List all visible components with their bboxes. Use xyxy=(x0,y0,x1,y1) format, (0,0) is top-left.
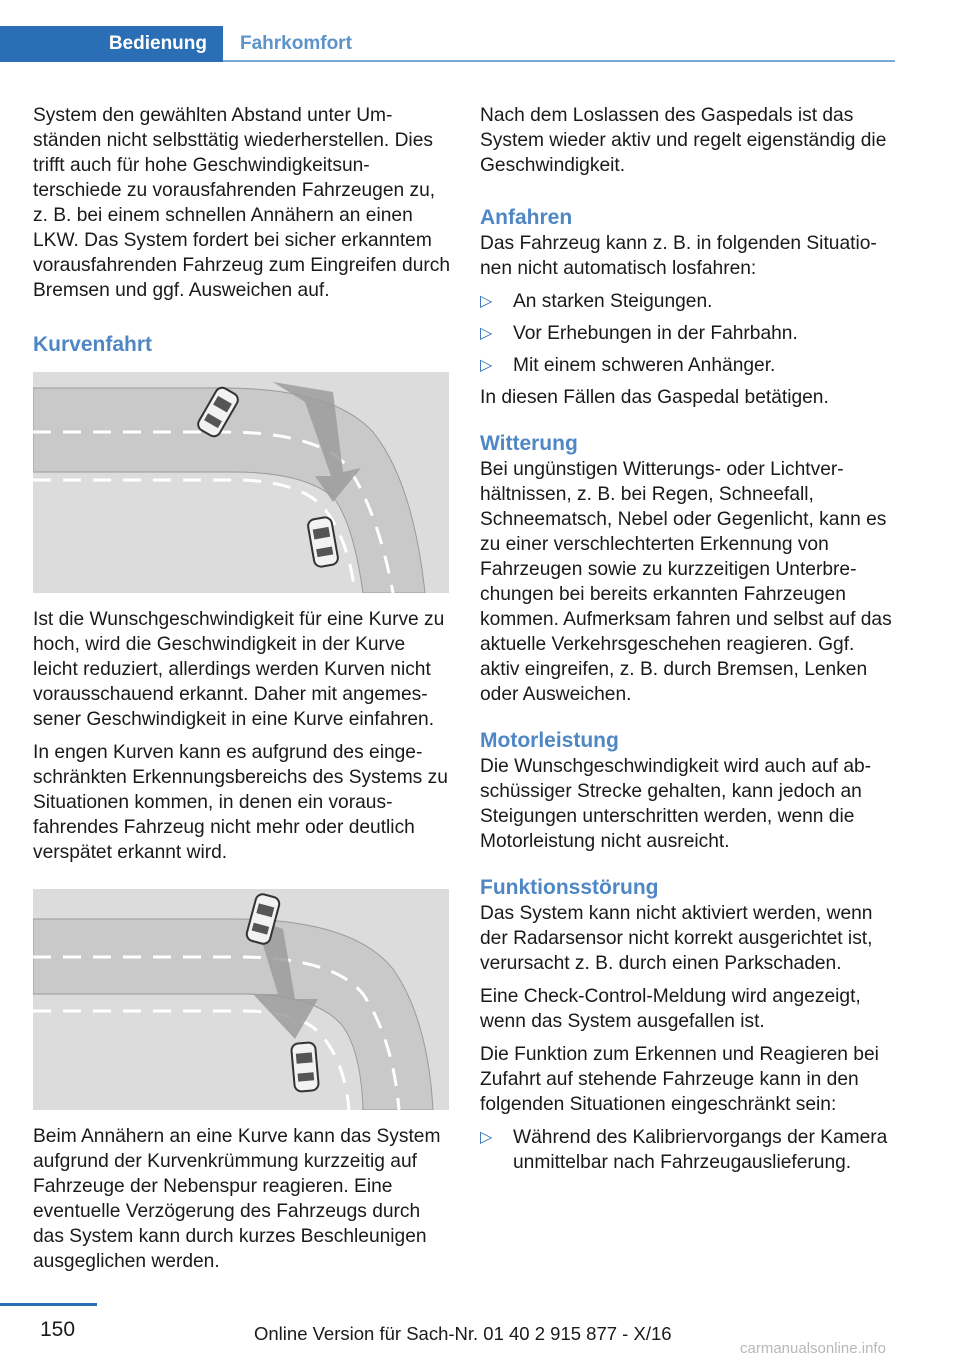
footer-line xyxy=(0,1303,97,1306)
paragraph: Bei ungünstigen Witterungs- oder Lichtverhältnissen, z. B. bei Regen, Schneefall, Schneematsch, Nebel oder Gegenlicht, kann es zu einer verschlechterten Erkennung von Fahrzeugen sowie zu kurzzeitigen Unterbrechungen bei bereits erkannten Fahrzeugen kommen. Aufmerksam fahren und selbst auf das aktuelle Verkehrsgeschehen reagieren. Ggf. aktiv eingreifen, z. B. durch Bremsen, Lenken oder Ausweichen. xyxy=(480,459,892,705)
paragraph: Die Wunschgeschwindigkeit wird auch auf abschüssiger Strecke gehalten, kann jedoch an Steigungen unterschritten werden, wenn die Motorleistung nicht ausreicht. xyxy=(480,756,872,852)
triangle-right-icon: ▷ xyxy=(480,1129,493,1146)
list-funktion xyxy=(480,1125,894,1175)
paragraph: Die Funktion zum Erkennen und Reagieren bei Zufahrt auf stehende Fahrzeuge kann in den folgenden Situationen eingeschränkt sein: xyxy=(480,1044,879,1115)
heading-kurvenfahrt: Kurvenfahrt xyxy=(33,333,153,356)
heading-motorleistung: Motorleistung xyxy=(480,729,619,752)
paragraph: Eine Check-Control-Meldung wird angezeigt, wenn das System ausgefallen ist. xyxy=(480,986,861,1032)
list-anfahren xyxy=(480,289,894,378)
heading-anfahren: Anfahren xyxy=(480,206,573,229)
paragraph: Nach dem Loslassen des Gaspedals ist das System wieder aktiv und regelt eigenständig die Geschwindigkeit. xyxy=(480,105,887,176)
tab-fahrkomfort[interactable]: Fahrkomfort xyxy=(240,33,352,54)
list-item: ▷ Während des Kalibriervorgangs der Kamera unmittelbar nach Fahrzeugauslieferung. xyxy=(480,1127,888,1173)
curve-illustration-1 xyxy=(33,372,449,593)
paragraph: In diesen Fällen das Gaspedal betätigen. xyxy=(480,387,829,408)
paragraph: In engen Kurven kann es aufgrund des eingeschränkten Erkennungsbereichs des Systems zu Situationen kommen, in denen ein vorausfahrendes Fahrzeug nicht mehr oder deutlich verspätet erkannt wird. xyxy=(33,742,448,863)
road-curve-graphic xyxy=(33,372,449,593)
paragraph: System den gewählten Abstand unter Umständen nicht selbsttätig wiederherstellen. Dies trifft auch für hohe Geschwindigkeitsunterschiede zu vorausfahrenden Fahrzeugen zu, z. B. bei einem schnellen Annähern an einen LKW. Das System fordert bei sicher erkanntem vorausfahrenden Fahrzeug zum Eingreifen durch Bremsen und ggf. Ausweichen auf. xyxy=(33,105,451,301)
paragraph: Das System kann nicht aktiviert werden, wenn der Radarsensor nicht korrekt ausgerichtet ist, verursacht z. B. durch einen Parkschaden. xyxy=(480,903,873,974)
triangle-right-icon: ▷ xyxy=(480,357,493,374)
car-icon xyxy=(291,1042,319,1092)
list-item: ▷ Mit einem schweren Anhänger. xyxy=(480,355,776,376)
tab-bedienung[interactable]: Bedienung xyxy=(0,26,223,62)
triangle-right-icon: ▷ xyxy=(480,293,493,310)
online-version-text: Online Version für Sach-Nr. 01 40 2 915 877 - X/16 xyxy=(254,1323,672,1344)
watermark: carmanualsonline.info xyxy=(740,1340,886,1357)
road-curve-graphic xyxy=(33,889,449,1110)
page-header xyxy=(0,26,895,62)
triangle-right-icon: ▷ xyxy=(480,325,493,342)
paragraph: Das Fahrzeug kann z. B. in folgenden Situationen nicht automatisch losfahren: xyxy=(480,233,877,279)
curve-illustration-2 xyxy=(33,889,449,1110)
list-item: ▷ Vor Erhebungen in der Fahrbahn. xyxy=(480,323,798,344)
right-column xyxy=(480,103,894,1182)
paragraph: Beim Annähern an eine Kurve kann das System aufgrund der Kurvenkrümmung kurzzeitig auf Fahrzeuge der Nebenspur reagieren. Eine eventuelle Verzögerung des Fahrzeugs durch das System kann durch kurzes Beschleunigen ausgeglichen werden. xyxy=(33,1126,441,1272)
list-item: ▷ An starken Steigungen. xyxy=(480,291,713,312)
heading-witterung: Witterung xyxy=(480,432,578,455)
page-number: 150 xyxy=(40,1318,76,1341)
paragraph: Ist die Wunschgeschwindigkeit für eine Kurve zu hoch, wird die Geschwindigkeit in der Kurve leicht reduziert, allerdings werden Kurven nicht vorausschauend erkannt. Daher mit angemessener Geschwindigkeit in eine Kurve einfahren. xyxy=(33,609,445,730)
heading-funktionsstoerung: Funktionsstörung xyxy=(480,876,659,899)
header-underline xyxy=(223,60,895,62)
left-column xyxy=(33,103,451,1282)
